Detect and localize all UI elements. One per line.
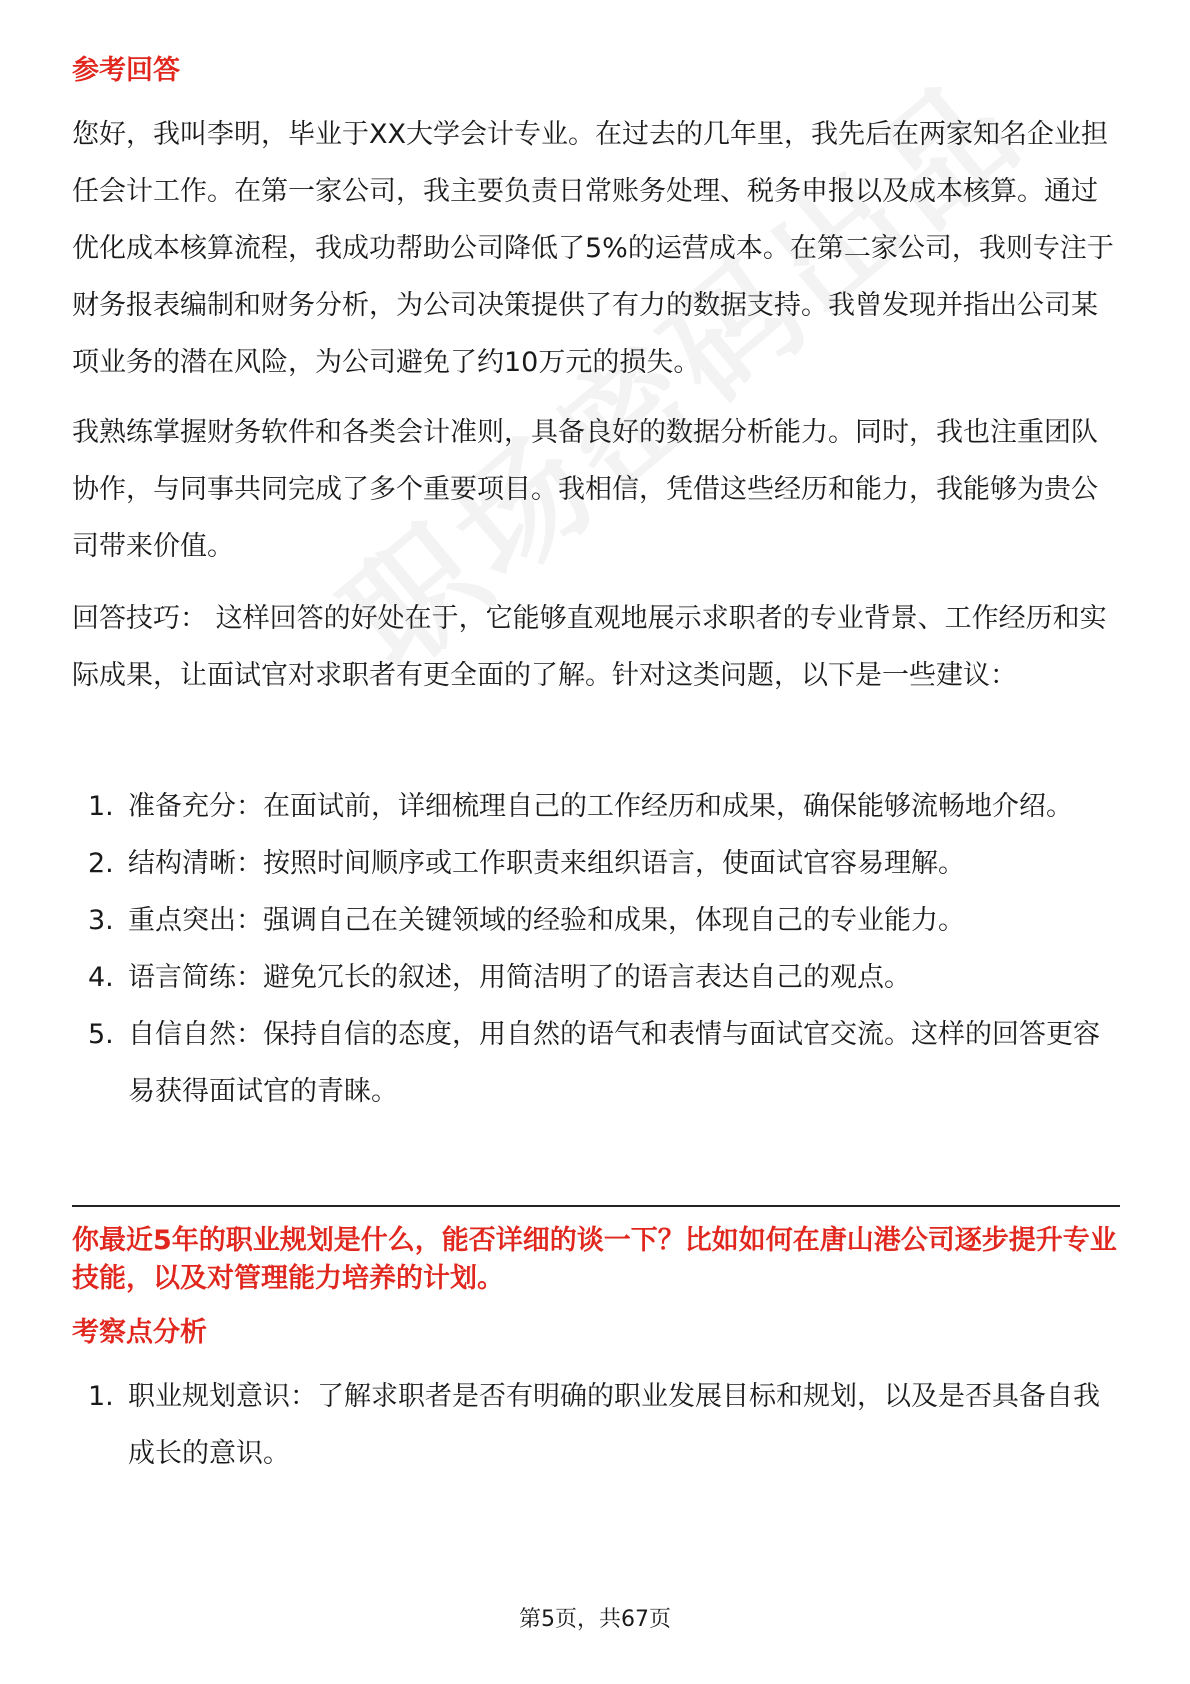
answer-paragraph-1: 您好，我叫李明，毕业于XX大学会计专业。在过去的几年里，我先后在两家知名企业担任会计工作。在第一家公司，我主要负责日常账务处理、税务申报以及成本核算。通过优化成本核算流程，我成功帮助公司降低了5%的运营成本。在第二家公司，我则专注于财务报表编制和财务分析，为公司决策提供了有力的数据支持。我曾发现并指出公司某项业务的潜在风险，为公司避免了约10万元的损失。 — [72, 119, 1114, 378]
list-item-text: 重点突出：强调自己在关键领域的经验和成果，体现自己的专业能力。 — [128, 905, 965, 936]
analysis-list — [72, 1368, 1122, 1482]
list-item — [72, 892, 1122, 949]
list-item-text: 职业规划意识：了解求职者是否有明确的职业发展目标和规划，以及是否具备自我成长的意识。 — [128, 1381, 1100, 1469]
list-item-text: 自信自然：保持自信的态度，用自然的语气和表情与面试官交流。这样的回答更容易获得面试官的青睐。 — [128, 1019, 1100, 1107]
answer-paragraph-2: 我熟练掌握财务软件和各类会计准则，具备良好的数据分析能力。同时，我也注重团队协作，与同事共同完成了多个重要项目。我相信，凭借这些经历和能力，我能够为贵公司带来价值。 — [72, 417, 1098, 562]
section-divider — [72, 1205, 1120, 1207]
list-item — [72, 1368, 1122, 1482]
section-title-analysis: 考察点分析 — [72, 1317, 207, 1348]
tips-list — [72, 778, 1122, 1120]
list-item — [72, 835, 1122, 892]
list-item-number: 1. — [88, 1381, 114, 1412]
list-item — [72, 778, 1122, 835]
list-item-text: 语言简练：避免冗长的叙述，用简洁明了的语言表达自己的观点。 — [128, 962, 911, 993]
list-item-number: 3. — [88, 905, 114, 936]
list-item-text: 结构清晰：按照时间顺序或工作职责来组织语言，使面试官容易理解。 — [128, 848, 965, 879]
list-item-number: 1. — [88, 791, 114, 822]
list-item-number: 2. — [88, 848, 114, 879]
list-item — [72, 1006, 1122, 1120]
answer-tips-intro: 回答技巧： 这样回答的好处在于，它能够直观地展示求职者的专业背景、工作经历和实际成果，让面试官对求职者有更全面的了解。针对这类问题，以下是一些建议： — [72, 603, 1107, 691]
list-item-number: 5. — [88, 1019, 114, 1050]
list-item-text: 准备充分：在面试前，详细梳理自己的工作经历和成果，确保能够流畅地介绍。 — [128, 791, 1073, 822]
list-item — [72, 949, 1122, 1006]
interview-question: 你最近5年的职业规划是什么，能否详细的谈一下？比如如何在唐山港公司逐步提升专业技能，以及对管理能力培养的计划。 — [72, 1225, 1117, 1294]
section-title-reference-answer: 参考回答 — [72, 55, 180, 86]
list-item-number: 4. — [88, 962, 114, 993]
page-number: 第5页，共67页 — [519, 1607, 671, 1632]
